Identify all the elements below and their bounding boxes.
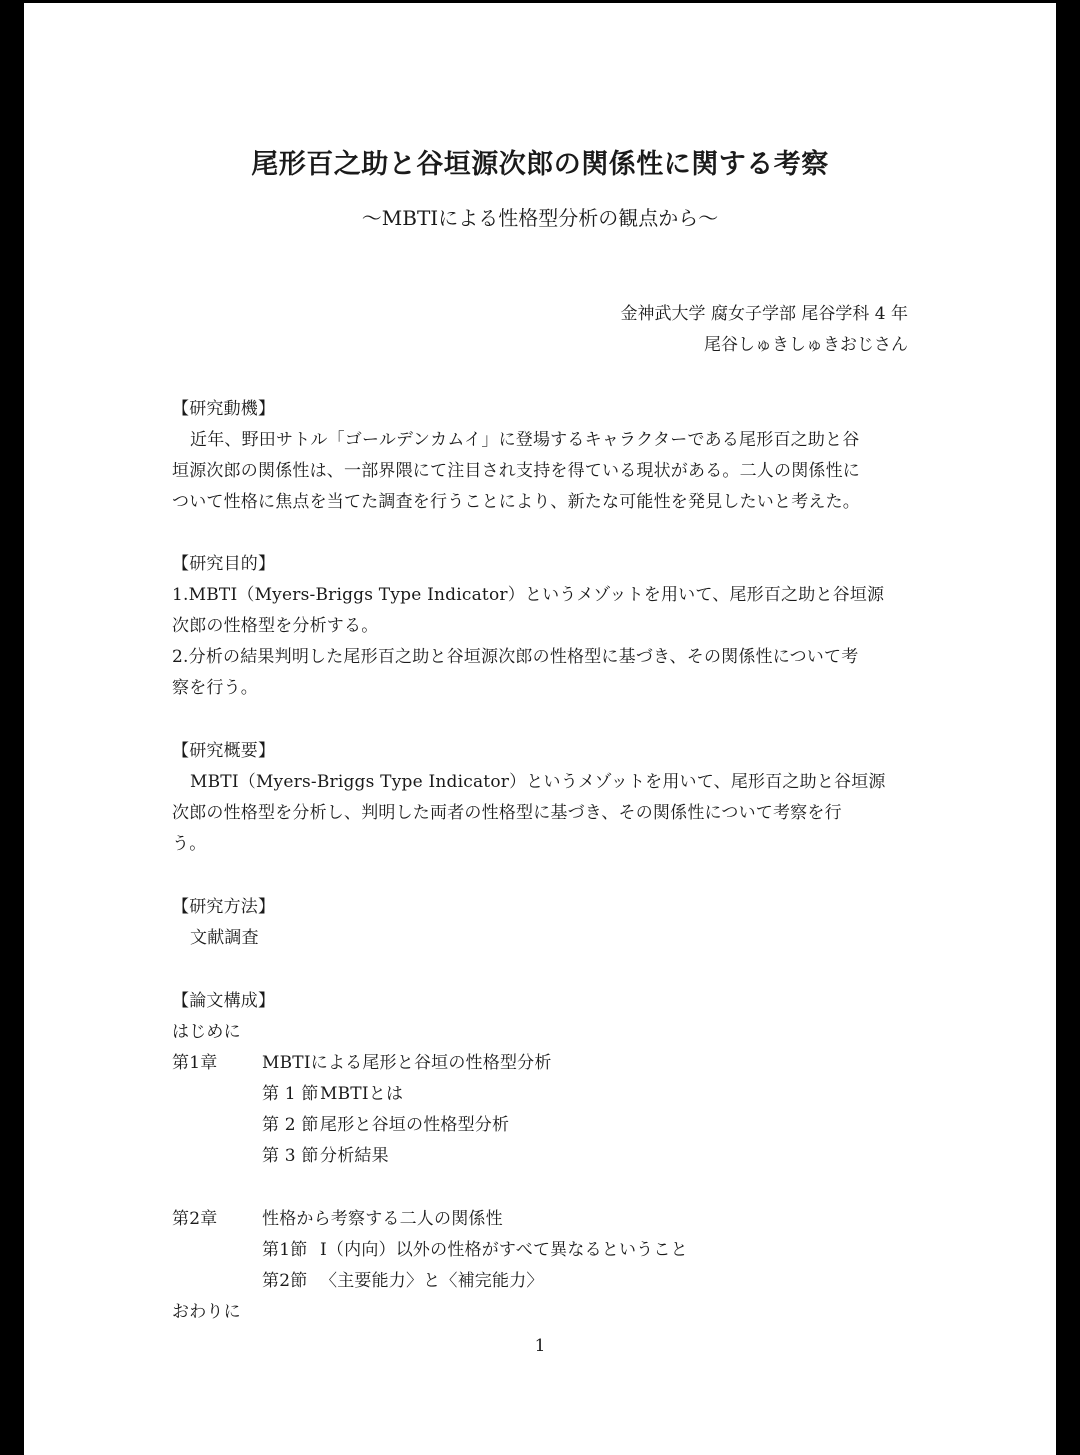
paper-title: 尾形百之助と谷垣源次郎の関係性に関する考察 (251, 149, 829, 180)
author-affiliation: 金神武大学 腐女子学部 尾谷学科 4 年 (620, 304, 908, 324)
purpose-line-1: 1.MBTI（Myers-Briggs Type Indicator）というメゾットを用いて、尾形百之助と谷垣源 (172, 585, 885, 605)
motivation-heading: 【研究動機】 (172, 399, 276, 419)
author-name: 尾谷しゅきしゅきおじさん (704, 335, 908, 355)
structure-intro: はじめに (172, 1022, 241, 1042)
overview-line-3: う。 (172, 834, 207, 854)
chapter1-title: MBTIによる尾形と谷垣の性格型分析 (262, 1053, 552, 1073)
paper-subtitle: 〜MBTIによる性格型分析の観点から〜 (361, 206, 719, 230)
chapter1-section1-title: MBTIとは (320, 1084, 404, 1104)
purpose-line-4: 察を行う。 (172, 678, 258, 698)
purpose-line-3: 2.分析の結果判明した尾形百之助と谷垣源次郎の性格型に基づき、その関係性について考 (172, 647, 859, 667)
chapter1-section2-title: 尾形と谷垣の性格型分析 (320, 1115, 510, 1135)
chapter1-label: 第1章 (172, 1053, 218, 1073)
motivation-line-2: 垣源次郎の関係性は、一部界隈にて注目され支持を得ている現状がある。二人の関係性に (172, 461, 860, 481)
motivation-line-3: ついて性格に焦点を当てた調査を行うことにより、新たな可能性を発見したいと考えた。 (172, 492, 860, 512)
chapter2-title: 性格から考察する二人の関係性 (262, 1209, 503, 1229)
chapter1-section3-title: 分析結果 (320, 1146, 389, 1166)
chapter2-section2-title: 〈主要能力〉と〈補完能力〉 (320, 1271, 544, 1291)
page-number: 1 (534, 1336, 546, 1356)
motivation-line-1: 近年、野田サトル「ゴールデンカムイ」に登場するキャラクターである尾形百之助と谷 (190, 430, 860, 450)
chapter1-section3-label: 第 3 節 (262, 1146, 319, 1166)
overview-line-1: MBTI（Myers-Briggs Type Indicator）というメゾットを用いて、尾形百之助と谷垣源 (190, 772, 886, 792)
method-text: 文献調査 (190, 928, 259, 948)
method-heading: 【研究方法】 (172, 897, 276, 917)
overview-line-2: 次郎の性格型を分析し、判明した両者の性格型に基づき、その関係性について考察を行 (172, 803, 842, 823)
purpose-heading: 【研究目的】 (172, 554, 276, 574)
chapter2-section1-title: I（内向）以外の性格がすべて異なるということ (320, 1240, 688, 1260)
overview-heading: 【研究概要】 (172, 741, 276, 761)
chapter2-section1-label: 第1節 (262, 1240, 308, 1260)
chapter2-section2-label: 第2節 (262, 1271, 308, 1291)
structure-outro: おわりに (172, 1302, 241, 1322)
chapter2-label: 第2章 (172, 1209, 218, 1229)
chapter1-section1-label: 第 1 節 (262, 1084, 319, 1104)
purpose-line-2: 次郎の性格型を分析する。 (172, 616, 379, 636)
chapter1-section2-label: 第 2 節 (262, 1115, 319, 1135)
structure-heading: 【論文構成】 (172, 991, 276, 1011)
document-page (24, 3, 1056, 1455)
